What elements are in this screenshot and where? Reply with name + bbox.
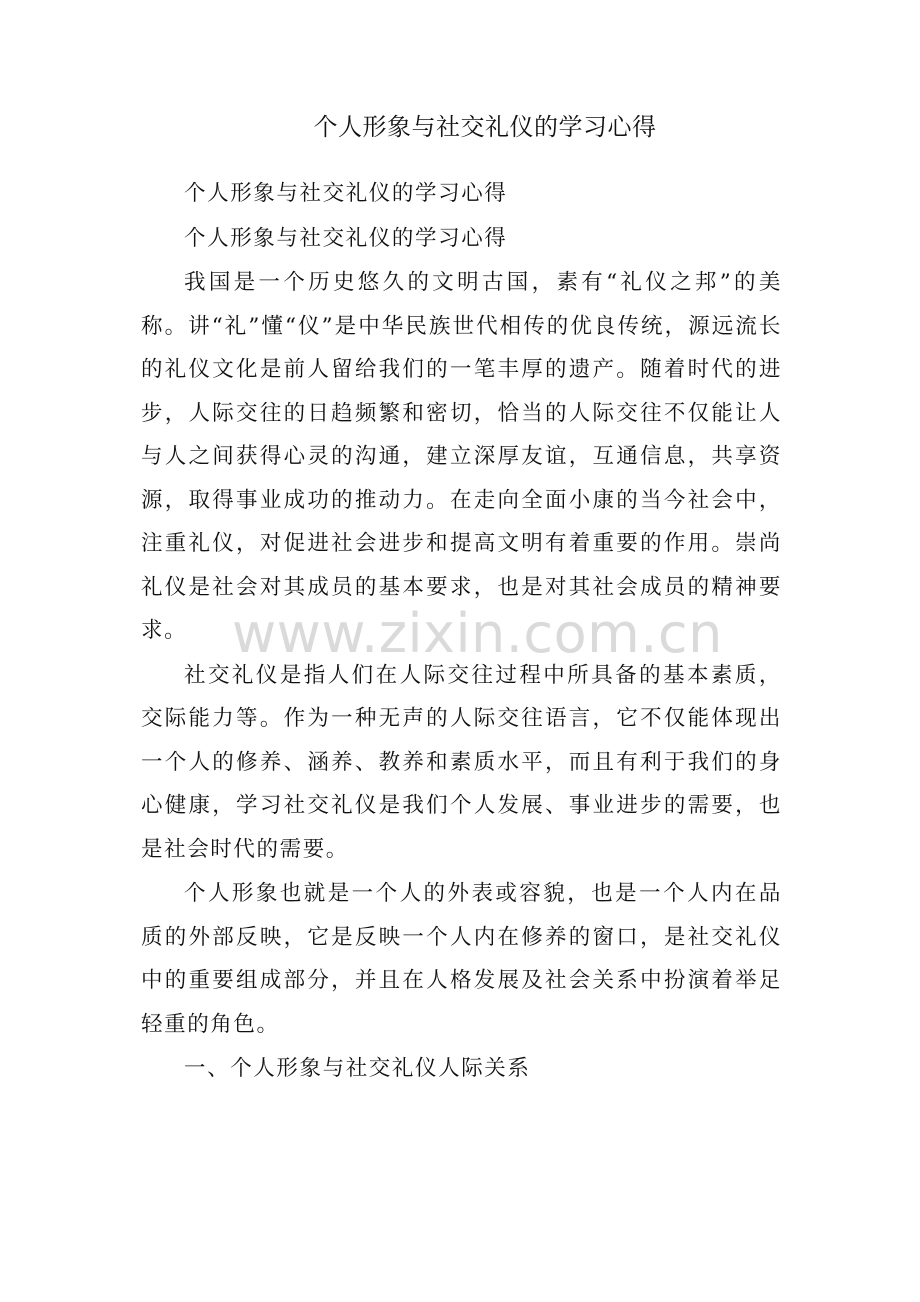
paragraph-social-etiquette: 社交礼仪是指人们在人际交往过程中所具备的基本素质，交际能力等。作为一种无声的人际交往语言，它不仅能体现出一个人的修养、涵养、教养和素质水平，而且有利于我们的身心健康，学习社交礼仪是我们个人发展、事业进步的需要，也是社会时代的需要。 bbox=[141, 662, 782, 862]
section-heading-1: 一、个人形象与社交礼仪人际关系 bbox=[184, 1056, 531, 1081]
subtitle-line-1: 个人形象与社交礼仪的学习心得 bbox=[184, 181, 508, 206]
subtitle-line-2: 个人形象与社交礼仪的学习心得 bbox=[184, 225, 508, 251]
paragraph-intro: 我国是一个历史悠久的文明古国，素有“礼仪之邦”的美称。讲“礼”懂“仪”是中华民族世代相传的优良传统，源远流长的礼仪文化是前人留给我们的一笔丰厚的遗产。随着时代的进步，人际交往的日趋频繁和密切，恰当的人际交往不仅能让人与人之间获得心灵的沟通，建立深厚友谊，互通信息，共享资源，取得事业成功的推动力。在走向全面小康的当今社会中，注重礼仪，对促进社会进步和提高文明有着重要的作用。崇尚礼仪是社会对其成员的基本要求，也是对其社会成员的精神要求。 bbox=[141, 270, 782, 643]
paragraph-personal-image: 个人形象也就是一个人的外表或容貌，也是一个人内在品质的外部反映，它是反映一个人内在修养的窗口，是社交礼仪中的重要组成部分，并且在人格发展及社会关系中扮演着举足轻重的角色。 bbox=[141, 881, 782, 1037]
watermark-text: www.zixin.com.cn bbox=[232, 602, 723, 665]
document-title: 个人形象与社交礼仪的学习心得 bbox=[313, 113, 657, 141]
document-body bbox=[141, 172, 782, 1091]
